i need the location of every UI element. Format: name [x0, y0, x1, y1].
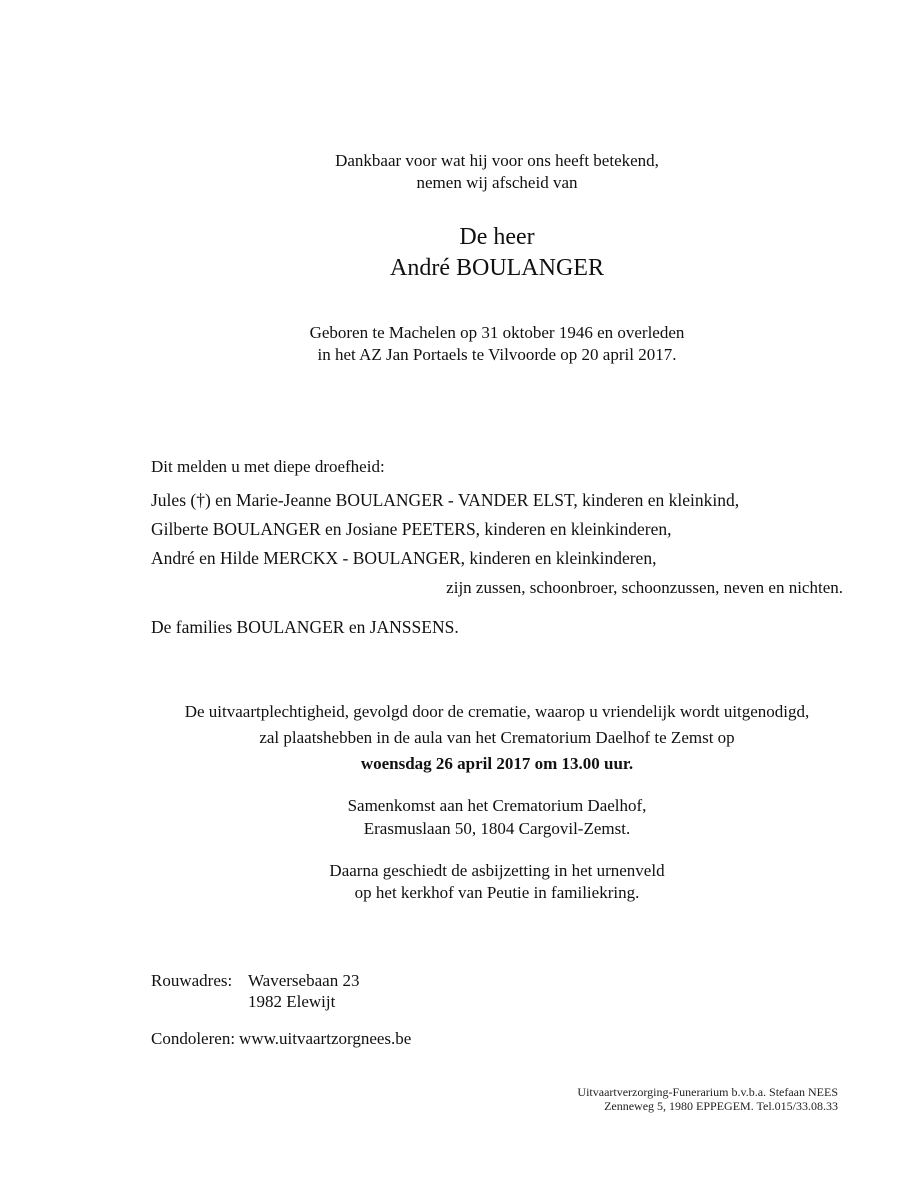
intro-line: nemen wij afscheid van: [416, 173, 578, 192]
funeral-home-footer: [577, 1085, 838, 1113]
gathering-line: Samenkomst aan het Crematorium Daelhof,: [347, 796, 647, 815]
birth-line: Geboren te Machelen op 31 oktober 1946 en overleden: [309, 323, 685, 342]
mourning-address-label: Rouwadres:: [151, 971, 233, 990]
interment-block: [151, 860, 843, 904]
ceremony-block: [151, 699, 843, 777]
footer-line: Uitvaartverzorging-Funerarium b.v.b.a. Stefaan NEES: [577, 1085, 838, 1099]
interment-line: op het kerkhof van Peutie in familiekring.: [354, 883, 640, 902]
condolences-block: [151, 1028, 843, 1050]
ceremony-line: zal plaatshebben in de aula van het Crematorium Daelhof te Zemst op: [259, 728, 735, 747]
address-line: 1982 Elewijt: [248, 992, 336, 1011]
gathering-block: [151, 794, 843, 840]
footer-line: Zenneweg 5, 1980 EPPEGEM. Tel.015/33.08.33: [604, 1099, 838, 1113]
family-list: [151, 486, 843, 602]
death-line: in het AZ Jan Portaels te Vilvoorde op 20 april 2017.: [317, 345, 677, 364]
notice-line: Dit melden u met diepe droefheid:: [151, 457, 385, 476]
mourning-address-block: [151, 970, 843, 1012]
address-line: Waversebaan 23: [248, 971, 360, 990]
ceremony-datetime: woensdag 26 april 2017 om 13.00 uur.: [360, 754, 634, 773]
condolences-url: www.uitvaartzorgnees.be: [239, 1029, 412, 1048]
relatives-line: zijn zussen, schoonbroer, schoonzussen, neven en nichten.: [446, 578, 843, 597]
ceremony-line: De uitvaartplechtigheid, gevolgd door de crematie, waarop u vriendelijk wordt uitgenodigd,: [184, 702, 810, 721]
gathering-line: Erasmuslaan 50, 1804 Cargovil-Zemst.: [363, 819, 631, 838]
intro-block: [151, 150, 843, 194]
family-line: André en Hilde MERCKX - BOULANGER, kinderen en kleinkinderen,: [151, 548, 657, 568]
deceased-name-block: [151, 222, 843, 284]
family-line: Jules (†) en Marie-Jeanne BOULANGER - VANDER ELST, kinderen en kleinkind,: [151, 490, 740, 510]
deceased-title: De heer: [459, 224, 535, 250]
deceased-name: André BOULANGER: [390, 255, 604, 281]
condolences-label: Condoleren:: [151, 1029, 236, 1048]
document-content: [151, 0, 843, 1050]
life-dates-block: [151, 322, 843, 366]
intro-line: Dankbaar voor wat hij voor ons heeft betekend,: [335, 151, 659, 170]
interment-line: Daarna geschiedt de asbijzetting in het urnenveld: [329, 861, 665, 880]
families-line: De families BOULANGER en JANSSENS.: [151, 617, 459, 637]
family-line: Gilberte BOULANGER en Josiane PEETERS, kinderen en kleinkinderen,: [151, 519, 672, 539]
mourning-address-value: [248, 970, 359, 1012]
